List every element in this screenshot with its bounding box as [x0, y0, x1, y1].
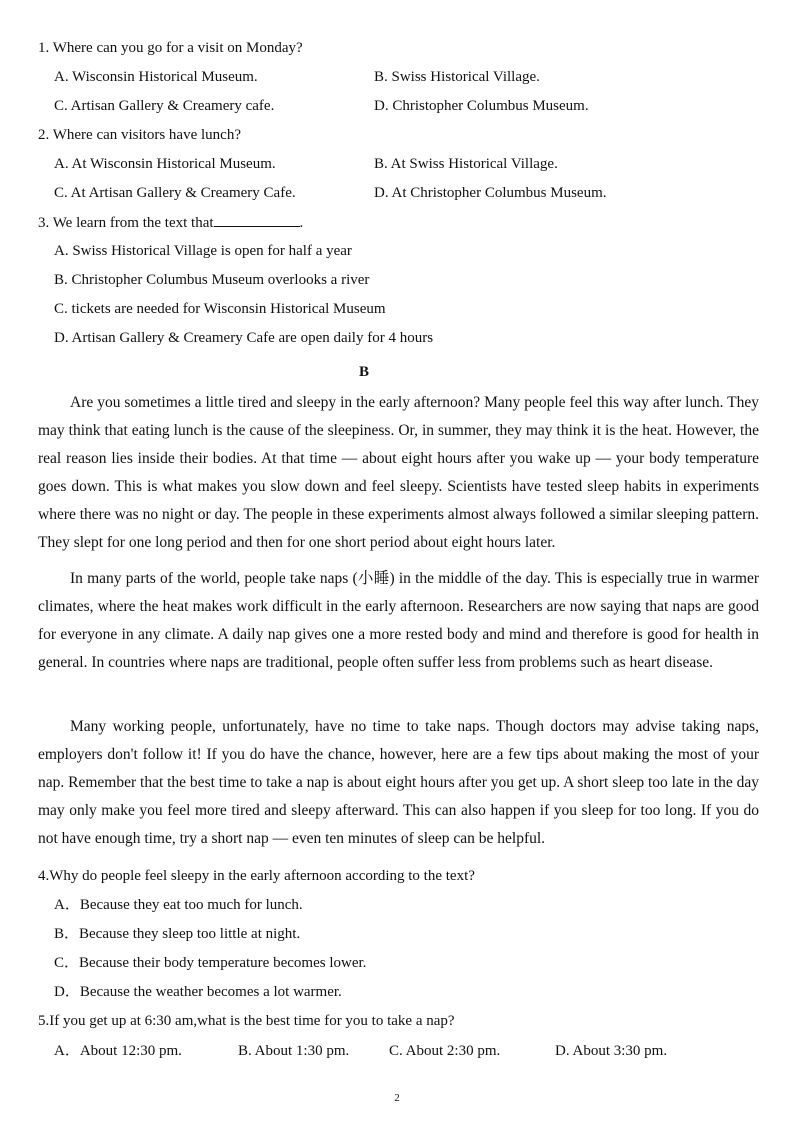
question-5-option-d: D. About 3:30 pm. — [555, 1043, 668, 1059]
question-2-option-a: A. At Wisconsin Historical Museum. — [54, 156, 276, 172]
passage-paragraph-3: Many working people, unfortunately, have no time to take naps. Though doctors may advise taking naps, employers don't follow it! If you do have the chance, however, here are a few tips about making the most of your nap. Remember that the best time to take a nap is about eight hours after you get up. A short sleep too late in the day may only make you feel more tired and sleepy afterward. This can also happen if you sleep for too long. If you do not have enough time, try a short nap — even ten minutes of sleep can be helpful. — [38, 718, 759, 847]
question-4-stem: 4.Why do people feel sleepy in the early afternoon according to the text? — [38, 868, 475, 884]
page-number: 2 — [394, 1092, 400, 1104]
question-1-option-b: B. Swiss Historical Village. — [374, 69, 540, 85]
question-4-option-a: A．Because they eat too much for lunch. — [54, 897, 303, 913]
question-1-option-c: C. Artisan Gallery & Creamery cafe. — [54, 98, 275, 114]
passage-paragraph-1: Are you sometimes a little tired and sleepy in the early afternoon? Many people feel this way after lunch. They may think that eating lunch is the cause of the sleepiness. Or, in summer, they may think it is the heat. However, the real reason lies inside their bodies. At that time — about eight hours after you wake up — your body temperature goes down. This is what makes you slow down and feel sleepy. Scientists have tested sleep habits in experiments where there was no night or day. The people in these experiments almost always followed a similar sleeping pattern. They slept for one long period and then for one short period about eight hours later. — [38, 394, 759, 551]
question-4-option-b: B．Because they sleep too little at night. — [54, 926, 301, 942]
question-3-option-a: A. Swiss Historical Village is open for half a year — [54, 243, 352, 259]
question-3-option-c: C. tickets are needed for Wisconsin Historical Museum — [54, 301, 386, 317]
question-3-stem-text: 3. We learn from the text that — [38, 215, 214, 231]
question-5-option-c: C. About 2:30 pm. — [389, 1043, 501, 1059]
passage-paragraph-2: In many parts of the world, people take naps (小睡) in the middle of the day. This is especially true in warmer climates, where the heat makes work difficult in the early afternoon. Researchers are now saying that naps are good for everyone in any climate. A daily nap gives one a more rested body and mind and therefore is good for health in general. In countries where naps are traditional, people often suffer less from problems such as heart disease. — [38, 570, 759, 671]
question-2-stem: 2. Where can visitors have lunch? — [38, 127, 241, 143]
question-3-stem — [38, 212, 303, 233]
question-2-option-d: D. At Christopher Columbus Museum. — [374, 185, 607, 201]
question-1-stem: 1. Where can you go for a visit on Monday? — [38, 40, 303, 56]
question-4-option-d: D．Because the weather becomes a lot warmer. — [54, 984, 342, 1000]
question-5-option-a: A．About 12:30 pm. — [54, 1043, 182, 1059]
question-5-option-b: B. About 1:30 pm. — [238, 1043, 350, 1059]
question-1-option-a: A. Wisconsin Historical Museum. — [54, 69, 258, 85]
question-1-option-d: D. Christopher Columbus Museum. — [374, 98, 589, 114]
question-2-option-b: B. At Swiss Historical Village. — [374, 156, 558, 172]
question-5-stem: 5.If you get up at 6:30 am,what is the best time for you to take a nap? — [38, 1013, 455, 1029]
section-title-b: B — [358, 364, 369, 380]
question-3-stem-end: . — [299, 215, 304, 231]
answer-blank — [214, 212, 300, 227]
question-3-option-d: D. Artisan Gallery & Creamery Cafe are open daily for 4 hours — [54, 330, 434, 346]
question-3-option-b: B. Christopher Columbus Museum overlooks a river — [54, 272, 370, 288]
question-4-option-c: C．Because their body temperature becomes lower. — [54, 955, 367, 971]
question-2-option-c: C. At Artisan Gallery & Creamery Cafe. — [54, 185, 296, 201]
